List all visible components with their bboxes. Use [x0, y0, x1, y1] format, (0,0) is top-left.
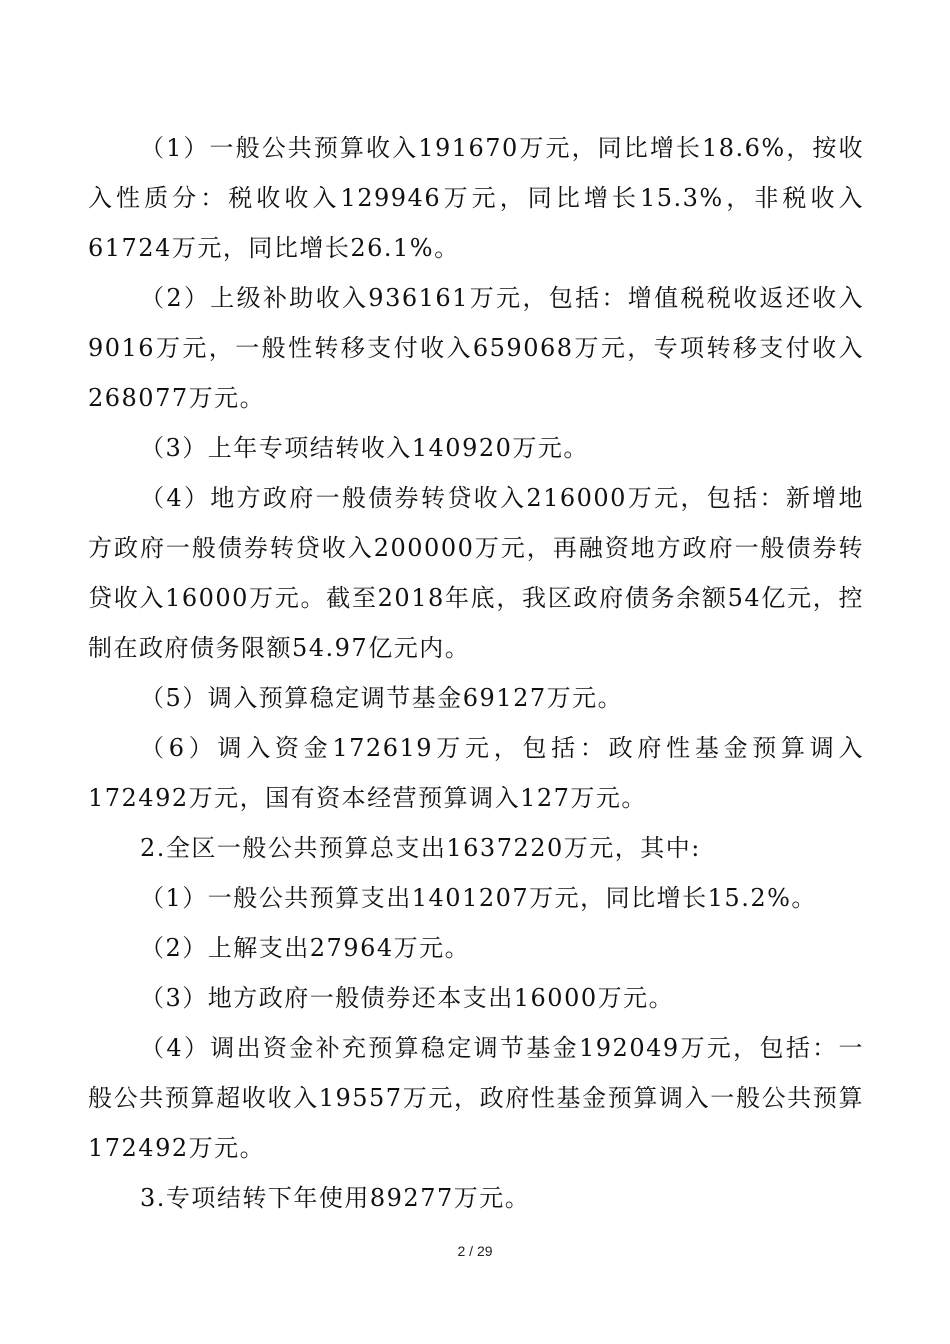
paragraph-higher-subsidy-revenue: （2）上级补助收入936161万元，包括：增值税税收返还收入9016万元，一般性转移支付收入659068万元，专项转移支付收入268077万元。	[88, 284, 864, 412]
paragraph-carryover-next-year: 3.专项结转下年使用89277万元。	[140, 1184, 531, 1212]
paragraph-bond-revenue: （4）地方政府一般债券转贷收入216000万元，包括：新增地方政府一般债券转贷收入200000万元，再融资地方政府一般债券转贷收入16000万元。截至2018年底，我区政府债务余额54亿元，控制在政府债务限额54.97亿元内。	[88, 484, 864, 662]
paragraph-budget-expenditure: （1）一般公共预算支出1401207万元，同比增长15.2%。	[140, 884, 817, 912]
paragraph-total-expenditure: 2.全区一般公共预算总支出1637220万元，其中:	[140, 834, 701, 862]
paragraph-carryover-revenue: （3）上年专项结转收入140920万元。	[140, 434, 589, 462]
document-body	[88, 123, 864, 1223]
paragraph-general-budget-revenue: （1）一般公共预算收入191670万元，同比增长18.6%，按收入性质分：税收收入129946万元，同比增长15.3%，非税收入61724万元，同比增长26.1%。	[88, 134, 864, 262]
paragraph-remittance-expenditure: （2）上解支出27964万元。	[140, 934, 471, 962]
page-number: 2 / 29	[457, 1243, 493, 1259]
paragraph-bond-repayment: （3）地方政府一般债券还本支出16000万元。	[140, 984, 675, 1012]
paragraph-transferred-funds: （6）调入资金172619万元，包括：政府性基金预算调入172492万元，国有资本经营预算调入127万元。	[88, 734, 864, 812]
paragraph-stabilization-fund: （5）调入预算稳定调节基金69127万元。	[140, 684, 624, 712]
paragraph-fund-supplement: （4）调出资金补充预算稳定调节基金192049万元，包括：一般公共预算超收收入19557万元，政府性基金预算调入一般公共预算172492万元。	[88, 1034, 864, 1162]
